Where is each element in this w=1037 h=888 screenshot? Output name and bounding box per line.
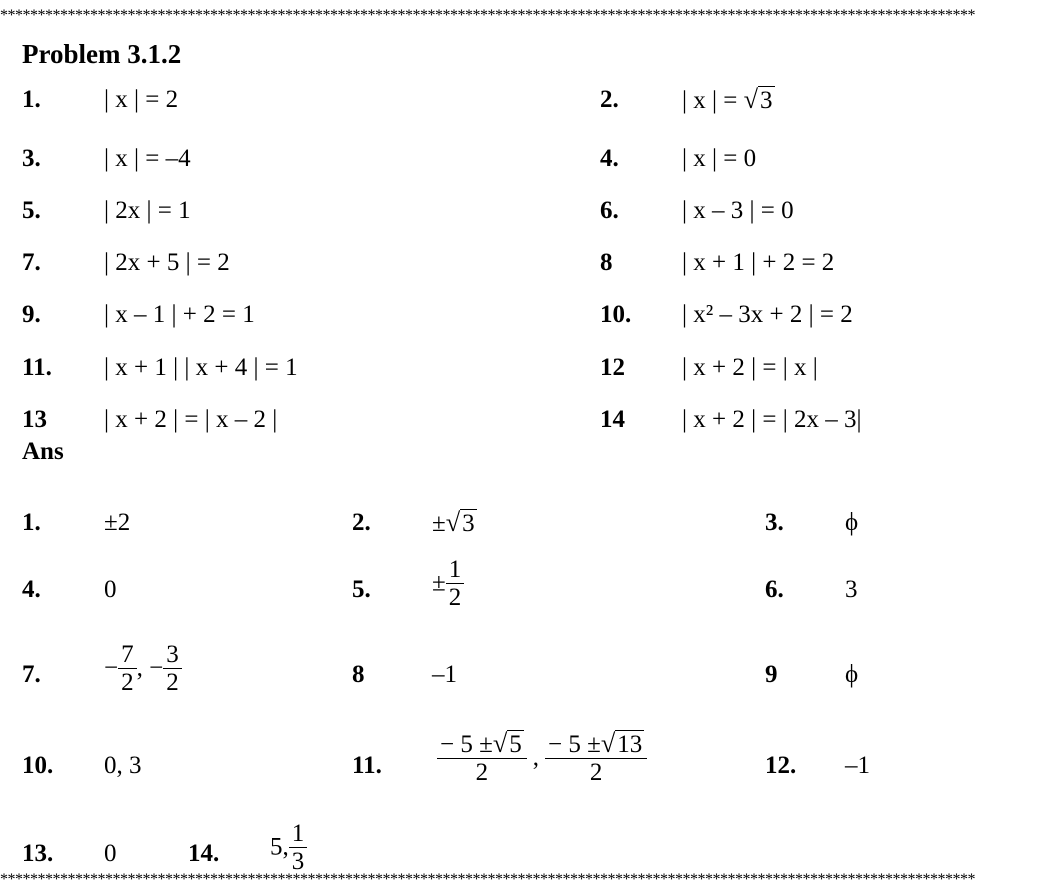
problem-expression: | x² – 3x + 2 | = 2: [682, 301, 853, 328]
answer-number: 4.: [22, 576, 41, 603]
minus-sign: −: [104, 654, 119, 682]
answer-number: 9: [765, 661, 778, 688]
problem-number: 13: [22, 406, 47, 433]
fraction: [437, 730, 527, 786]
answer-number: 2.: [352, 509, 371, 536]
expression-text: | x | =: [682, 87, 738, 114]
answer-number: 14.: [188, 840, 220, 867]
problem-expression: | x – 3 | = 0: [682, 197, 794, 224]
denominator: 2: [166, 669, 179, 696]
sqrt-symbol: √3: [743, 85, 773, 114]
numerator: 7: [118, 641, 137, 669]
answer-value: 0, 3: [104, 752, 142, 779]
fraction: [289, 820, 308, 875]
answer-value: 3: [845, 576, 858, 603]
numerator-prefix: − 5 ±: [548, 731, 601, 758]
problem-number: 8: [600, 249, 613, 276]
problem-expression: | x + 2 | = | x – 2 |: [104, 406, 278, 433]
answer-number: 8: [352, 661, 365, 688]
problem-expression: | 2x + 5 | = 2: [104, 249, 230, 276]
problem-number: 12: [600, 354, 625, 381]
separator: ,: [532, 744, 539, 772]
denominator: 3: [291, 848, 305, 875]
answer-number: 12.: [765, 752, 797, 779]
top-separator: **********************************************************************************************************************************: [0, 8, 975, 24]
radicand: 3: [760, 87, 773, 114]
problem-expression: | x – 1 | + 2 = 1: [104, 301, 255, 328]
answer-value: [270, 820, 307, 875]
sqrt-symbol: √3: [445, 508, 475, 537]
answer-value: [437, 730, 647, 786]
answer-value: ϕ: [845, 509, 859, 536]
problem-number: 4.: [600, 145, 619, 172]
answer-value: –1: [432, 661, 457, 688]
problem-number: 2.: [600, 86, 619, 113]
fraction: [545, 730, 647, 786]
problem-number: 7.: [22, 249, 41, 276]
fraction: [163, 641, 182, 696]
problem-number: 10.: [600, 301, 632, 328]
numerator: [545, 730, 647, 759]
numerator: 1: [446, 556, 465, 584]
problem-expression: | 2x | = 1: [104, 197, 191, 224]
answer-number: 7.: [22, 661, 41, 688]
denominator: 2: [448, 584, 462, 611]
radicand: 3: [462, 510, 475, 537]
sqrt-symbol: √5: [492, 729, 522, 758]
answer-number: 3.: [765, 509, 784, 536]
problem-number: 3.: [22, 145, 41, 172]
denominator: 2: [121, 669, 134, 696]
answer-number: 10.: [22, 752, 54, 779]
problem-expression: | x + 1 | + 2 = 2: [682, 249, 835, 276]
problem-number: 1.: [22, 86, 41, 113]
answer-value: ±2: [104, 509, 131, 536]
answer-value: –1: [845, 752, 870, 779]
answer-number: 6.: [765, 576, 784, 603]
answer-number: 11.: [352, 752, 382, 779]
numerator: 3: [163, 641, 182, 669]
problem-expression: | x + 1 | | x + 4 | = 1: [104, 354, 298, 381]
answer-value: ϕ: [845, 661, 859, 688]
numerator: 1: [289, 820, 308, 848]
sqrt-symbol: √13: [600, 729, 643, 758]
answer-number: 13.: [22, 840, 54, 867]
numerator-prefix: − 5 ±: [440, 731, 493, 758]
answer-text: 5,: [270, 833, 289, 861]
problem-number: 6.: [600, 197, 619, 224]
problem-number: 11.: [22, 354, 52, 381]
problem-number: 5.: [22, 197, 41, 224]
problem-expression: | x | = –4: [104, 145, 191, 172]
fraction: [118, 641, 137, 696]
problem-expression: | x | = 0: [682, 145, 757, 172]
answer-value: [432, 509, 477, 538]
problem-expression: | x | = 2: [104, 86, 179, 113]
problem-number: 9.: [22, 301, 41, 328]
denominator: 2: [475, 759, 489, 787]
answer-number: 5.: [352, 576, 371, 603]
fraction: [446, 556, 465, 611]
problem-title: Problem 3.1.2: [22, 39, 182, 69]
answers-heading: Ans: [22, 438, 64, 465]
problem-number: 14: [600, 406, 625, 433]
problem-expression: | x + 2 | = | 2x – 3|: [682, 406, 862, 433]
answer-number: 1.: [22, 509, 41, 536]
answer-value: [104, 641, 182, 696]
problem-expression: | x + 2 | = | x |: [682, 354, 818, 381]
answer-value: 0: [104, 840, 117, 867]
numerator: [437, 730, 527, 759]
plus-minus: ±: [432, 510, 446, 537]
radicand: 5: [509, 731, 522, 758]
answer-value: [432, 556, 464, 611]
denominator: 2: [589, 759, 603, 787]
problem-expression: [682, 86, 775, 115]
plus-minus: ±: [432, 569, 446, 597]
bottom-separator: **********************************************************************************************************************************: [0, 872, 975, 888]
answer-value: 0: [104, 576, 117, 603]
radicand: 13: [617, 731, 643, 758]
separator: , −: [136, 654, 164, 682]
